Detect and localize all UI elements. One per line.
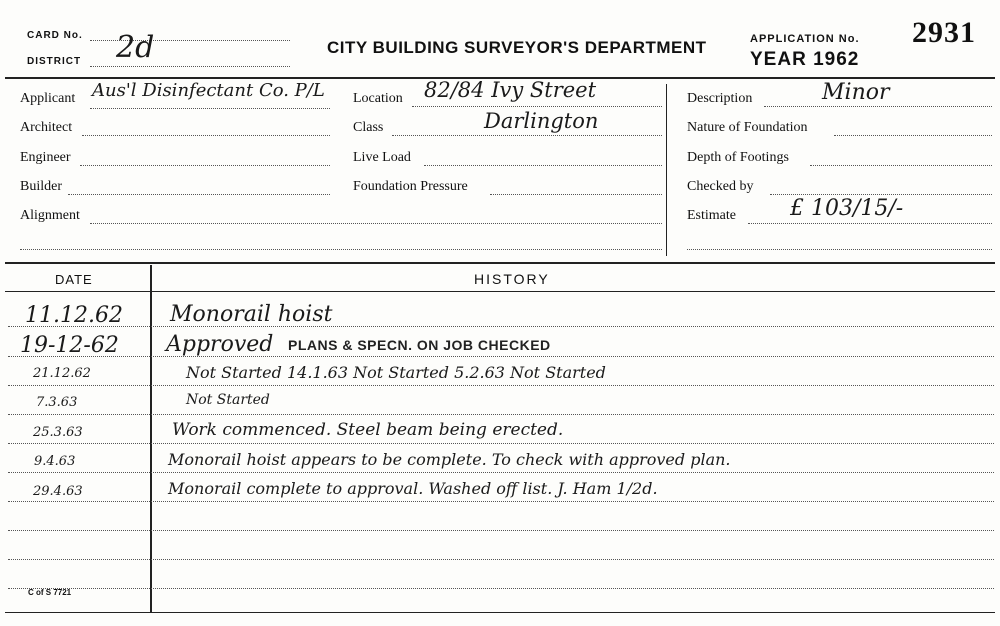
builder-label: Builder [20,179,62,194]
row-date: 25.3.63 [33,425,83,440]
row-date: 19-12-62 [20,333,119,358]
description-value: Minor [822,80,890,105]
application-number: 2931 [912,16,976,49]
history-column-header: HISTORY [474,271,550,287]
row-date: 7.3.63 [36,395,78,410]
class-value: Darlington [484,109,599,133]
ruled-line [8,559,994,560]
row-date: 29.4.63 [33,484,83,499]
bottom-rule [5,612,995,613]
ruled-line [8,414,994,415]
engineer-line [80,165,330,166]
row-entry: Approved [166,332,274,357]
column-separator [666,84,667,256]
ruled-line [8,588,994,589]
date-column-header: DATE [55,272,93,287]
description-label: Description [687,91,753,106]
ruled-line [8,501,994,502]
alignment-line [90,223,662,224]
description-line [764,106,992,107]
form-code: C of S 7721 [28,588,72,597]
district-value: 2d [116,30,155,65]
estimate-label: Estimate [687,208,736,223]
ruled-line [8,472,994,473]
row-entry: Work commenced. Steel beam being erected. [172,420,564,440]
application-no-label: APPLICATION No. [750,33,860,45]
depth-of-footings-label: Depth of Footings [687,150,789,165]
row-date: 21.12.62 [33,366,91,381]
district-line [90,66,290,67]
nature-of-foundation-label: Nature of Foundation [687,120,808,135]
department-title: CITY BUILDING SURVEYOR'S DEPARTMENT [327,38,707,57]
class-label: Class [353,120,384,135]
foundation-pressure-label: Foundation Pressure [353,179,468,194]
history-header-rule [5,291,995,292]
class-line [392,135,662,136]
ruled-line [8,385,994,386]
row-entry: Monorail hoist appears to be complete. To check with approved plan. [168,450,731,469]
location-line [412,106,662,107]
estimate-value: £ 103/15/- [790,196,904,221]
date-column-divider [150,265,152,613]
architect-label: Architect [20,120,73,135]
estimate-line [748,223,992,224]
depth-of-footings-line [810,165,992,166]
location-value: 82/84 Ivy Street [424,78,597,102]
ruled-line [8,356,994,357]
ruled-line [8,530,994,531]
engineer-label: Engineer [20,150,71,165]
year-label: YEAR 1962 [750,49,860,70]
architect-line [82,135,330,136]
checked-by-line [770,194,992,195]
ruled-line [8,326,994,327]
alignment-label: Alignment [20,208,80,223]
nature-of-foundation-line [834,135,992,136]
row-entry: Not Started 14.1.63 Not Started 5.2.63 Not Started [186,363,606,382]
blank-line-left [20,249,662,250]
row-entry: Monorail complete to approval. Washed off list. J. Ham 1/2d. [168,479,658,498]
row-entry: Monorail hoist [170,302,333,327]
builder-line [68,194,330,195]
row-entry: Not Started [186,392,270,408]
row-date: 11.12.62 [25,303,123,328]
history-top-rule [5,262,995,264]
checked-by-label: Checked by [687,179,754,194]
ruled-line [8,443,994,444]
approval-stamp: PLANS & SPECN. ON JOB CHECKED [288,337,551,353]
district-label: DISTRICT [27,56,82,67]
live-load-label: Live Load [353,150,411,165]
blank-line-right [687,249,992,250]
card-no-label: CARD No. [27,30,83,41]
applicant-line [90,108,330,109]
location-label: Location [353,91,403,106]
live-load-line [424,165,662,166]
foundation-pressure-line [490,194,662,195]
applicant-value: Aus'l Disinfectant Co. P/L [92,80,325,101]
applicant-label: Applicant [20,91,76,106]
row-date: 9.4.63 [34,454,76,469]
